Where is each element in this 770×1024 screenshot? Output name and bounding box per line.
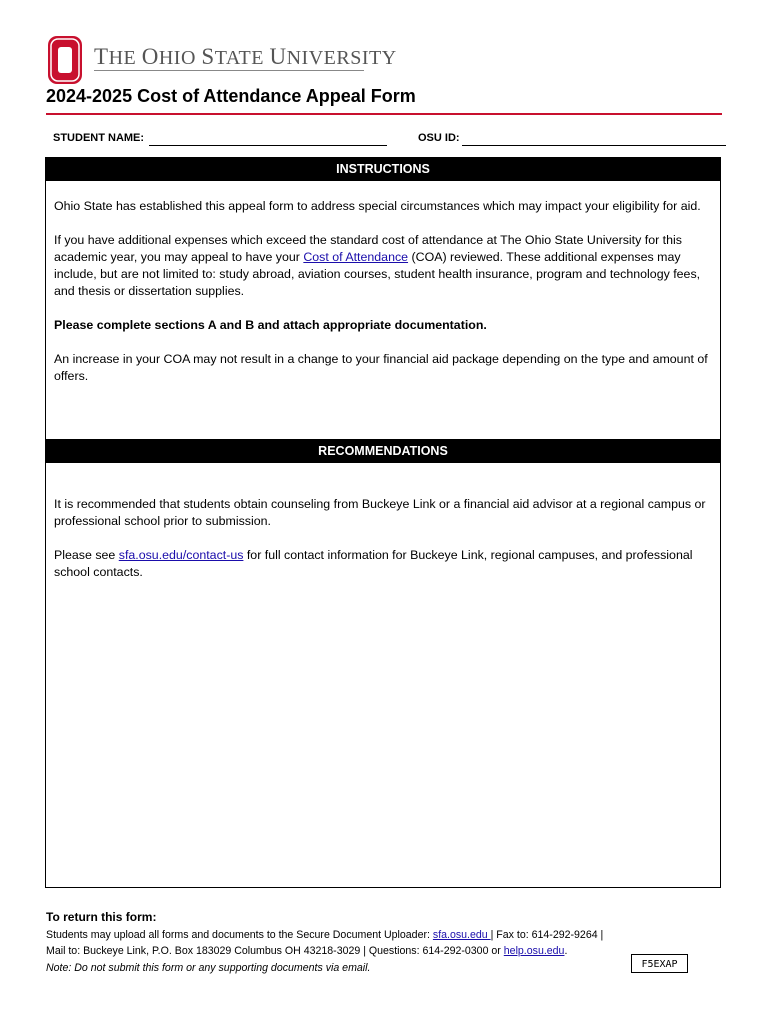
- sfa-osu-link[interactable]: sfa.osu.edu: [432, 929, 491, 941]
- mail-instructions: Mail to: Buckeye Link, P.O. Box 183029 Columbus OH 43218-3029 | Questions: 614-292-0300 or help.osu.edu.: [46, 945, 568, 957]
- student-name-label: STUDENT NAME:: [53, 132, 145, 144]
- recommendations-paragraph-1: It is recommended that students obtain counseling from Buckeye Link or a financial aid advisor at a regional campus or professional school prior to submission.: [54, 497, 706, 528]
- recommendations-paragraph-2: Please see sfa.osu.edu/contact-us for full contact information for Buckeye Link, regional campuses, and professional school contacts.: [54, 548, 693, 579]
- recommendations-heading: RECOMMENDATIONS: [46, 440, 720, 463]
- instructions-paragraph-3: Please complete sections A and B and attach appropriate documentation.: [54, 318, 487, 332]
- instructions-paragraph-1: Ohio State has established this appeal form to address special circumstances which may impact your eligibility for aid.: [54, 199, 701, 213]
- return-form-heading: To return this form:: [46, 910, 157, 924]
- title-divider: [46, 113, 722, 115]
- email-note: Note: Do not submit this form or any supporting documents via email.: [46, 962, 371, 974]
- ohio-state-block-o-icon: [48, 36, 82, 84]
- osu-id-field[interactable]: [462, 145, 726, 146]
- help-osu-link[interactable]: help.osu.edu: [503, 945, 565, 957]
- form-code-badge: F5EXAP: [631, 954, 688, 973]
- instructions-paragraph-2: If you have additional expenses which exceed the standard cost of attendance at The Ohio State University for this academic year, you may appeal to have your Cost of Attendance (COA) reviewed. These additional expenses may include, but are not limited to: study abroad, aviation courses, student health insurance, program and technology fees, and thesis or dissertation supplies.: [54, 233, 701, 298]
- cost-of-attendance-link[interactable]: Cost of Attendance: [303, 250, 409, 264]
- wordmark-divider: [94, 70, 364, 71]
- instructions-section: [45, 157, 721, 441]
- student-name-field[interactable]: [149, 145, 387, 146]
- recommendations-section: [45, 439, 721, 888]
- upload-instructions: Students may upload all forms and documents to the Secure Document Uploader: sfa.osu.edu | Fax to: 614-292-9264 |: [46, 929, 604, 941]
- instructions-paragraph-4: An increase in your COA may not result in a change to your financial aid package depending on the type and amount of offers.: [54, 352, 708, 383]
- page-title: 2024-2025 Cost of Attendance Appeal Form: [46, 86, 416, 106]
- university-wordmark: THE OHIO STATE UNIVERSITY: [94, 44, 397, 69]
- contact-us-link[interactable]: sfa.osu.edu/contact-us: [118, 548, 244, 562]
- instructions-heading: INSTRUCTIONS: [46, 158, 720, 181]
- osu-id-label: OSU ID:: [418, 132, 460, 144]
